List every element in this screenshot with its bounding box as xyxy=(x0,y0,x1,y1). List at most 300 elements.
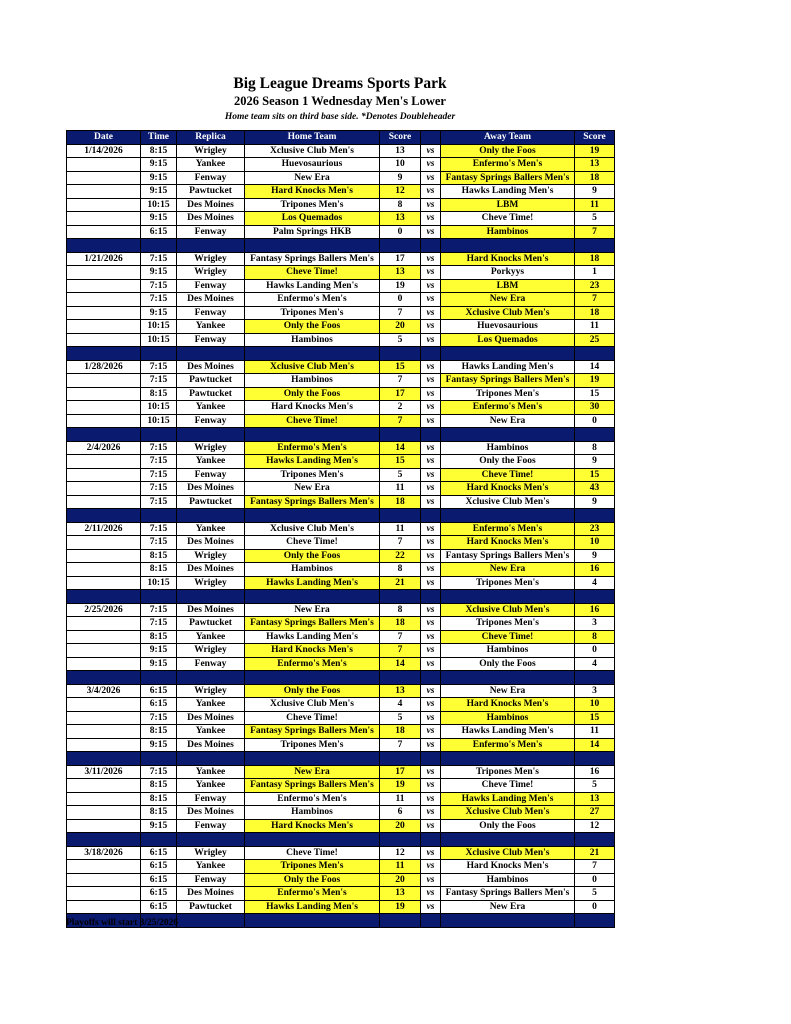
separator-cell xyxy=(441,833,575,847)
away-team: Hambinos xyxy=(441,873,575,887)
game-field: Fenway xyxy=(177,171,245,185)
separator-cell xyxy=(380,833,421,847)
home-score: 19 xyxy=(380,900,421,914)
game-time: 6:15 xyxy=(141,698,177,712)
vs-label: vs xyxy=(421,860,441,874)
away-score: 27 xyxy=(575,806,615,820)
game-date: 3/18/2026 xyxy=(67,846,141,860)
separator-cell xyxy=(575,428,615,442)
separator-cell xyxy=(177,833,245,847)
vs-label: vs xyxy=(421,455,441,469)
home-score: 21 xyxy=(380,576,421,590)
separator-cell xyxy=(67,590,141,604)
home-team: Hard Knocks Men's xyxy=(245,401,380,415)
separator-cell xyxy=(421,914,441,928)
away-team: Hawks Landing Men's xyxy=(441,360,575,374)
game-field: Wrigley xyxy=(177,644,245,658)
game-time: 10:15 xyxy=(141,576,177,590)
separator-cell xyxy=(141,239,177,253)
table-row xyxy=(67,320,615,334)
table-row xyxy=(67,522,615,536)
home-score: 7 xyxy=(380,374,421,388)
table-row xyxy=(67,252,615,266)
game-field: Wrigley xyxy=(177,846,245,860)
schedule-table xyxy=(66,130,615,928)
home-score: 5 xyxy=(380,468,421,482)
away-score: 15 xyxy=(575,387,615,401)
away-score: 11 xyxy=(575,320,615,334)
away-team: Hard Knocks Men's xyxy=(441,860,575,874)
home-team: Tripones Men's xyxy=(245,738,380,752)
game-time: 7:15 xyxy=(141,603,177,617)
away-team: Fantasy Springs Ballers Men's xyxy=(441,171,575,185)
home-score: 12 xyxy=(380,185,421,199)
home-score: 8 xyxy=(380,563,421,577)
home-team: Tripones Men's xyxy=(245,198,380,212)
game-date xyxy=(67,468,141,482)
game-time: 8:15 xyxy=(141,630,177,644)
vs-label: vs xyxy=(421,333,441,347)
away-score: 11 xyxy=(575,725,615,739)
home-team: Hawks Landing Men's xyxy=(245,630,380,644)
game-field: Fenway xyxy=(177,819,245,833)
home-score: 15 xyxy=(380,455,421,469)
home-score: 7 xyxy=(380,536,421,550)
home-score: 13 xyxy=(380,887,421,901)
game-time: 9:15 xyxy=(141,644,177,658)
away-score: 0 xyxy=(575,873,615,887)
game-time: 7:15 xyxy=(141,252,177,266)
vs-label: vs xyxy=(421,293,441,307)
away-team: Cheve Time! xyxy=(441,630,575,644)
game-time: 6:15 xyxy=(141,887,177,901)
home-score: 7 xyxy=(380,306,421,320)
home-score: 7 xyxy=(380,738,421,752)
home-team: Tripones Men's xyxy=(245,860,380,874)
vs-label: vs xyxy=(421,549,441,563)
vs-label: vs xyxy=(421,320,441,334)
table-row xyxy=(67,725,615,739)
game-date xyxy=(67,279,141,293)
game-date xyxy=(67,495,141,509)
home-score: 8 xyxy=(380,198,421,212)
table-row xyxy=(67,698,615,712)
game-time: 6:15 xyxy=(141,873,177,887)
table-row xyxy=(67,873,615,887)
away-team: New Era xyxy=(441,293,575,307)
separator-cell xyxy=(575,347,615,361)
away-team: Tripones Men's xyxy=(441,387,575,401)
game-date xyxy=(67,806,141,820)
home-team: Huevosaurious xyxy=(245,158,380,172)
game-field: Pawtucket xyxy=(177,185,245,199)
separator-cell xyxy=(177,509,245,523)
home-score: 5 xyxy=(380,711,421,725)
separator-cell xyxy=(575,914,615,928)
game-time: 9:15 xyxy=(141,266,177,280)
home-score: 17 xyxy=(380,765,421,779)
game-date xyxy=(67,644,141,658)
home-team: Tripones Men's xyxy=(245,468,380,482)
vs-label: vs xyxy=(421,792,441,806)
separator-cell xyxy=(380,590,421,604)
home-team: Only the Foos xyxy=(245,684,380,698)
vs-label: vs xyxy=(421,657,441,671)
vs-label: vs xyxy=(421,306,441,320)
away-score: 10 xyxy=(575,536,615,550)
table-row xyxy=(67,563,615,577)
home-score: 20 xyxy=(380,873,421,887)
game-field: Yankee xyxy=(177,158,245,172)
game-time: 9:15 xyxy=(141,306,177,320)
table-row xyxy=(67,792,615,806)
table-row xyxy=(67,887,615,901)
game-field: Des Moines xyxy=(177,212,245,226)
game-time: 6:15 xyxy=(141,860,177,874)
away-score: 23 xyxy=(575,522,615,536)
game-time: 7:15 xyxy=(141,711,177,725)
table-row xyxy=(67,185,615,199)
separator-cell xyxy=(421,590,441,604)
separator-cell xyxy=(141,752,177,766)
header-date: Date xyxy=(67,131,141,145)
table-row xyxy=(67,738,615,752)
game-field: Des Moines xyxy=(177,198,245,212)
vs-label: vs xyxy=(421,401,441,415)
header-home-team: Home Team xyxy=(245,131,380,145)
game-field: Des Moines xyxy=(177,293,245,307)
home-score: 19 xyxy=(380,779,421,793)
home-score: 13 xyxy=(380,266,421,280)
separator-cell xyxy=(245,509,380,523)
home-score: 11 xyxy=(380,792,421,806)
vs-label: vs xyxy=(421,482,441,496)
table-row xyxy=(67,806,615,820)
vs-label: vs xyxy=(421,374,441,388)
game-date xyxy=(67,725,141,739)
game-field: Pawtucket xyxy=(177,387,245,401)
game-time: 8:15 xyxy=(141,806,177,820)
game-field: Pawtucket xyxy=(177,495,245,509)
game-time: 9:15 xyxy=(141,738,177,752)
game-date xyxy=(67,455,141,469)
home-team: Only the Foos xyxy=(245,873,380,887)
table-row xyxy=(67,603,615,617)
game-date xyxy=(67,860,141,874)
vs-label: vs xyxy=(421,441,441,455)
separator-cell xyxy=(245,347,380,361)
home-team: Hawks Landing Men's xyxy=(245,576,380,590)
away-score: 16 xyxy=(575,765,615,779)
away-score: 18 xyxy=(575,306,615,320)
table-row xyxy=(67,333,615,347)
home-team: Enfermo's Men's xyxy=(245,887,380,901)
vs-label: vs xyxy=(421,806,441,820)
game-date: 3/4/2026 xyxy=(67,684,141,698)
table-row xyxy=(67,900,615,914)
table-row xyxy=(67,198,615,212)
game-field: Des Moines xyxy=(177,482,245,496)
away-score: 9 xyxy=(575,495,615,509)
away-team: Hambinos xyxy=(441,644,575,658)
game-time: 7:15 xyxy=(141,617,177,631)
away-score: 13 xyxy=(575,158,615,172)
separator-cell xyxy=(141,347,177,361)
game-date xyxy=(67,482,141,496)
home-team: Xclusive Club Men's xyxy=(245,698,380,712)
home-score: 9 xyxy=(380,171,421,185)
separator-cell xyxy=(67,752,141,766)
game-time: 10:15 xyxy=(141,198,177,212)
away-score: 25 xyxy=(575,333,615,347)
game-date xyxy=(67,900,141,914)
week-separator-row xyxy=(67,671,615,685)
separator-cell xyxy=(245,914,380,928)
table-row xyxy=(67,374,615,388)
home-score: 0 xyxy=(380,225,421,239)
separator-cell xyxy=(245,239,380,253)
table-row xyxy=(67,401,615,415)
separator-cell xyxy=(177,347,245,361)
separator-cell xyxy=(141,671,177,685)
separator-cell xyxy=(141,509,177,523)
game-date xyxy=(67,657,141,671)
away-score: 23 xyxy=(575,279,615,293)
separator-cell xyxy=(177,752,245,766)
game-field: Wrigley xyxy=(177,441,245,455)
table-row xyxy=(67,644,615,658)
game-time: 6:15 xyxy=(141,900,177,914)
separator-cell xyxy=(421,509,441,523)
document-header xyxy=(66,74,614,125)
week-separator-row xyxy=(67,347,615,361)
away-score: 16 xyxy=(575,603,615,617)
home-score: 18 xyxy=(380,725,421,739)
separator-cell xyxy=(421,833,441,847)
home-team: Only the Foos xyxy=(245,320,380,334)
vs-label: vs xyxy=(421,225,441,239)
game-date: 2/25/2026 xyxy=(67,603,141,617)
vs-label: vs xyxy=(421,387,441,401)
home-team: Hawks Landing Men's xyxy=(245,900,380,914)
table-row xyxy=(67,684,615,698)
away-team: Only the Foos xyxy=(441,657,575,671)
away-score: 19 xyxy=(575,144,615,158)
vs-label: vs xyxy=(421,414,441,428)
game-date xyxy=(67,212,141,226)
week-separator-row xyxy=(67,752,615,766)
away-team: Cheve Time! xyxy=(441,468,575,482)
home-score: 17 xyxy=(380,252,421,266)
away-team: New Era xyxy=(441,900,575,914)
table-row xyxy=(67,455,615,469)
separator-cell xyxy=(575,671,615,685)
away-team: Fantasy Springs Ballers Men's xyxy=(441,887,575,901)
game-date xyxy=(67,333,141,347)
vs-label: vs xyxy=(421,819,441,833)
home-score: 13 xyxy=(380,212,421,226)
game-date xyxy=(67,576,141,590)
home-team: Hard Knocks Men's xyxy=(245,644,380,658)
separator-cell xyxy=(177,914,245,928)
game-time: 9:15 xyxy=(141,158,177,172)
home-team: Hambinos xyxy=(245,563,380,577)
home-score: 10 xyxy=(380,158,421,172)
game-time: 9:15 xyxy=(141,657,177,671)
away-score: 8 xyxy=(575,630,615,644)
away-team: Fantasy Springs Ballers Men's xyxy=(441,549,575,563)
separator-cell xyxy=(575,590,615,604)
away-score: 10 xyxy=(575,698,615,712)
table-row xyxy=(67,846,615,860)
away-team: Hawks Landing Men's xyxy=(441,185,575,199)
vs-label: vs xyxy=(421,698,441,712)
game-time: 10:15 xyxy=(141,333,177,347)
table-row xyxy=(67,279,615,293)
table-row xyxy=(67,306,615,320)
separator-cell xyxy=(441,590,575,604)
separator-cell xyxy=(67,509,141,523)
table-row xyxy=(67,225,615,239)
game-time: 6:15 xyxy=(141,846,177,860)
home-score: 7 xyxy=(380,630,421,644)
away-team: Hawks Landing Men's xyxy=(441,725,575,739)
game-time: 8:15 xyxy=(141,792,177,806)
vs-label: vs xyxy=(421,212,441,226)
home-team: Palm Springs HKB xyxy=(245,225,380,239)
home-team: Xclusive Club Men's xyxy=(245,144,380,158)
game-field: Yankee xyxy=(177,765,245,779)
home-team: New Era xyxy=(245,765,380,779)
game-date: 1/21/2026 xyxy=(67,252,141,266)
vs-label: vs xyxy=(421,779,441,793)
vs-label: vs xyxy=(421,617,441,631)
table-row xyxy=(67,414,615,428)
game-time: 9:15 xyxy=(141,212,177,226)
game-date: 2/4/2026 xyxy=(67,441,141,455)
away-team: LBM xyxy=(441,198,575,212)
away-score: 7 xyxy=(575,225,615,239)
vs-label: vs xyxy=(421,765,441,779)
away-team: Hambinos xyxy=(441,441,575,455)
table-row xyxy=(67,819,615,833)
vs-label: vs xyxy=(421,900,441,914)
game-date xyxy=(67,887,141,901)
away-team: LBM xyxy=(441,279,575,293)
game-time: 7:15 xyxy=(141,279,177,293)
away-team: Hawks Landing Men's xyxy=(441,792,575,806)
game-field: Des Moines xyxy=(177,563,245,577)
separator-cell xyxy=(177,239,245,253)
away-team: New Era xyxy=(441,684,575,698)
home-team: Fantasy Springs Ballers Men's xyxy=(245,617,380,631)
home-score: 18 xyxy=(380,495,421,509)
home-team: Fantasy Springs Ballers Men's xyxy=(245,495,380,509)
footer-note: Playoffs will start 3/25/2026 xyxy=(66,918,179,928)
vs-label: vs xyxy=(421,576,441,590)
away-score: 21 xyxy=(575,846,615,860)
away-score: 14 xyxy=(575,738,615,752)
away-score: 14 xyxy=(575,360,615,374)
away-score: 30 xyxy=(575,401,615,415)
away-team: Fantasy Springs Ballers Men's xyxy=(441,374,575,388)
game-date xyxy=(67,563,141,577)
home-team: Cheve Time! xyxy=(245,266,380,280)
away-team: Xclusive Club Men's xyxy=(441,306,575,320)
vs-label: vs xyxy=(421,468,441,482)
separator-cell xyxy=(245,590,380,604)
header-time: Time xyxy=(141,131,177,145)
vs-label: vs xyxy=(421,266,441,280)
away-team: Xclusive Club Men's xyxy=(441,495,575,509)
vs-label: vs xyxy=(421,684,441,698)
game-field: Yankee xyxy=(177,860,245,874)
schedule-body xyxy=(67,144,615,927)
away-team: Tripones Men's xyxy=(441,765,575,779)
home-score: 12 xyxy=(380,846,421,860)
vs-label: vs xyxy=(421,158,441,172)
separator-cell xyxy=(441,671,575,685)
game-field: Pawtucket xyxy=(177,374,245,388)
home-team: Enfermo's Men's xyxy=(245,441,380,455)
separator-cell xyxy=(67,671,141,685)
game-field: Wrigley xyxy=(177,252,245,266)
away-score: 5 xyxy=(575,887,615,901)
vs-label: vs xyxy=(421,846,441,860)
vs-label: vs xyxy=(421,887,441,901)
home-team: Only the Foos xyxy=(245,549,380,563)
game-time: 8:15 xyxy=(141,563,177,577)
game-date xyxy=(67,779,141,793)
game-time: 8:15 xyxy=(141,387,177,401)
game-field: Des Moines xyxy=(177,887,245,901)
separator-cell xyxy=(380,671,421,685)
header-away-score: Score xyxy=(575,131,615,145)
separator-cell xyxy=(380,428,421,442)
separator-cell xyxy=(245,428,380,442)
game-time: 8:15 xyxy=(141,779,177,793)
away-score: 0 xyxy=(575,414,615,428)
away-team: Tripones Men's xyxy=(441,576,575,590)
home-score: 11 xyxy=(380,482,421,496)
game-field: Yankee xyxy=(177,630,245,644)
separator-cell xyxy=(380,752,421,766)
home-team: Cheve Time! xyxy=(245,846,380,860)
separator-cell xyxy=(575,239,615,253)
away-score: 15 xyxy=(575,468,615,482)
vs-label: vs xyxy=(421,185,441,199)
separator-cell xyxy=(245,833,380,847)
separator-cell xyxy=(441,239,575,253)
game-field: Fenway xyxy=(177,225,245,239)
table-row xyxy=(67,482,615,496)
home-team: Enfermo's Men's xyxy=(245,293,380,307)
game-field: Wrigley xyxy=(177,576,245,590)
separator-cell xyxy=(67,239,141,253)
game-field: Fenway xyxy=(177,792,245,806)
away-team: Hard Knocks Men's xyxy=(441,698,575,712)
home-team: Cheve Time! xyxy=(245,711,380,725)
game-date xyxy=(67,387,141,401)
game-date xyxy=(67,630,141,644)
separator-cell xyxy=(67,833,141,847)
week-separator-row xyxy=(67,590,615,604)
table-row xyxy=(67,549,615,563)
game-date xyxy=(67,617,141,631)
home-score: 0 xyxy=(380,293,421,307)
away-team: Enfermo's Men's xyxy=(441,738,575,752)
week-separator-row xyxy=(67,509,615,523)
